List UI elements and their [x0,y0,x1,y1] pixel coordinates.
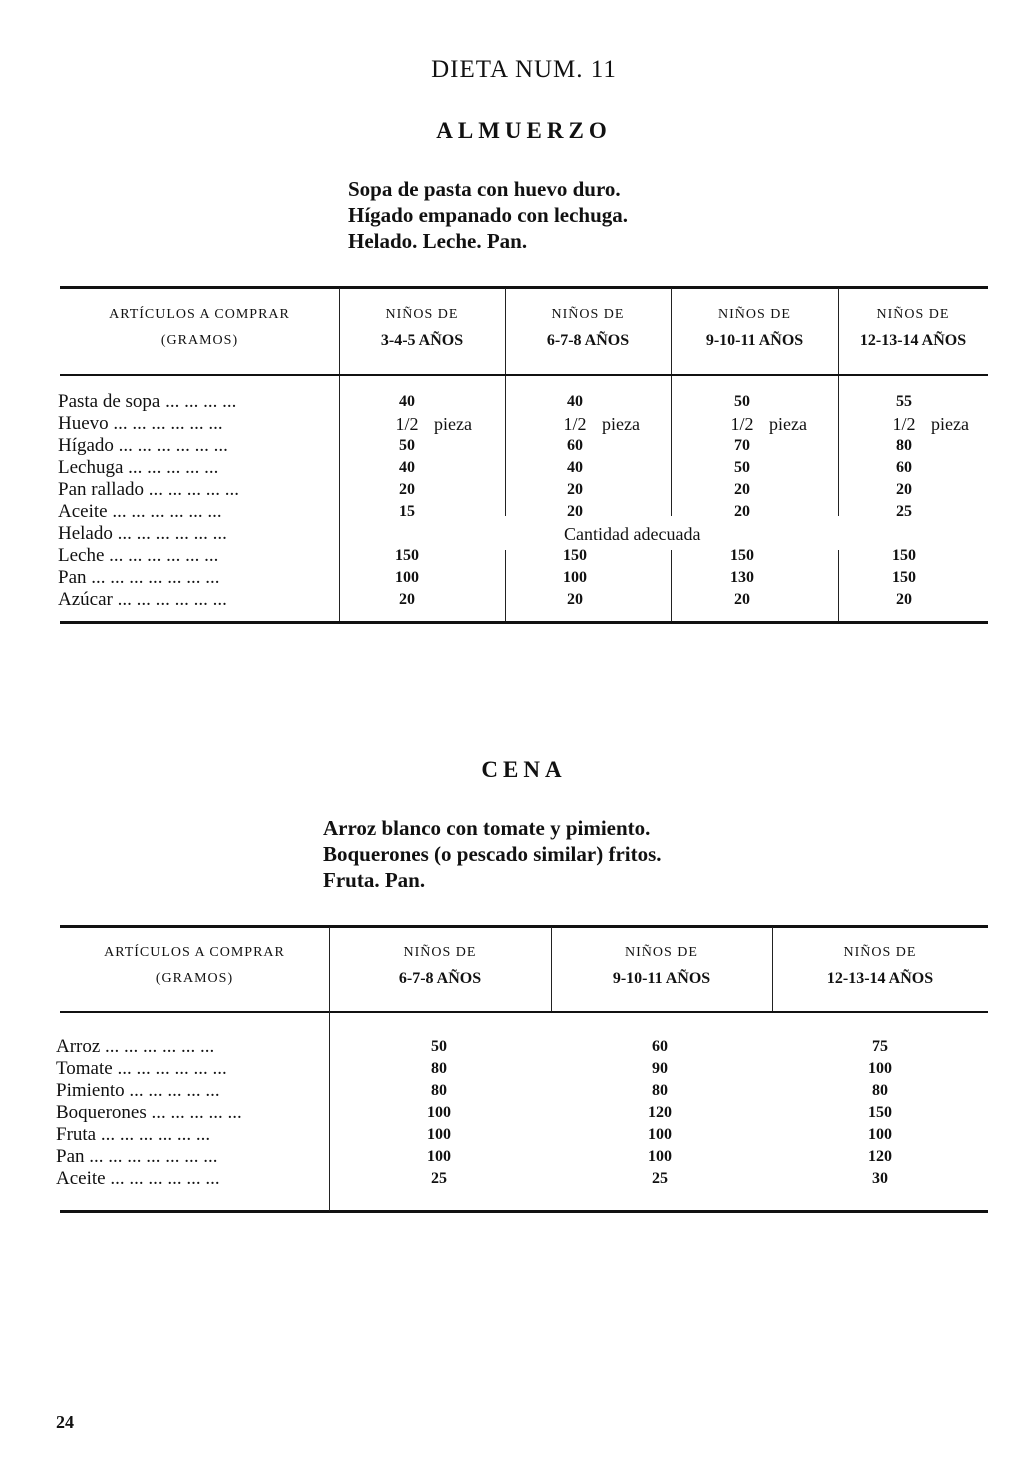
almuerzo-header-rule [60,374,988,376]
almuerzo-header-group [671,302,838,354]
table-cell-value: 40 [399,393,415,410]
header-unit: (GRAMOS) [160,333,239,348]
helado-note: Cantidad adecuada [564,524,701,544]
table-cell-value: 30 [872,1170,888,1187]
almuerzo-header-group [838,302,988,354]
table-cell-unit: pieza [769,414,807,434]
table-row-label: Pan rallado ... ... ... ... ... [58,479,240,500]
table-cell-value: 80 [872,1082,888,1099]
table-cell-value: 120 [868,1148,892,1165]
cena-menu-line: Fruta. Pan. [323,868,426,892]
table-cell-value: 150 [563,547,587,564]
header-label: NIÑOS DE [718,307,791,322]
table-cell-value: 150 [892,569,916,586]
table-row-label: Pasta de sopa ... ... ... ... [58,391,237,412]
almuerzo-menu [348,176,628,254]
table-row-label: Tomate ... ... ... ... ... ... [56,1058,227,1079]
table-cell-value: 20 [734,481,750,498]
header-age: 12-13-14 AÑOS [859,332,967,349]
table-cell-value: 1/2 [395,414,419,434]
table-row-label: Fruta ... ... ... ... ... ... [56,1124,211,1145]
table-row-label: Leche ... ... ... ... ... ... [58,545,219,566]
almuerzo-heading: ALMUERZO [436,118,612,143]
table-row-label: Pan ... ... ... ... ... ... ... [58,567,220,588]
table-cell-unit: pieza [434,414,472,434]
table-cell-value: 80 [431,1060,447,1077]
table-cell-value: 50 [399,437,415,454]
cena-header-rule [60,1011,988,1013]
table-cell-value: 150 [892,547,916,564]
header-age: 6-7-8 AÑOS [546,332,630,349]
table-cell-value: 25 [896,503,912,520]
almuerzo-table-bottom-rule [60,621,988,624]
cena-heading: CENA [481,757,567,782]
almuerzo-col-divider [838,376,839,516]
table-cell-unit: pieza [602,414,640,434]
table-cell-value: 50 [431,1038,447,1055]
table-cell-value: 20 [399,481,415,498]
table-cell-value: 60 [896,459,912,476]
header-age: 3-4-5 AÑOS [380,332,464,349]
table-cell-value: 20 [734,591,750,608]
table-cell-value: 60 [567,437,583,454]
table-cell-value: 100 [427,1148,451,1165]
table-cell-value: 80 [431,1082,447,1099]
table-cell-value: 20 [567,591,583,608]
table-cell-value: 40 [567,393,583,410]
table-row-label: Pimiento ... ... ... ... ... [56,1080,220,1101]
table-cell-value: 20 [896,481,912,498]
table-cell-value: 55 [896,393,912,410]
table-cell-value: 100 [868,1126,892,1143]
table-cell-value: 1/2 [730,414,754,434]
cena-items [56,1036,326,1190]
cena-menu-line: Arroz blanco con tomate y pimiento. [323,816,651,840]
almuerzo-col-divider [505,550,506,621]
table-cell-value: 130 [730,569,754,586]
table-cell-value: 80 [896,437,912,454]
table-cell-value: 100 [427,1104,451,1121]
table-cell-value: 70 [734,437,750,454]
header-age: 6-7-8 AÑOS [398,970,482,987]
almuerzo-col-divider [838,550,839,621]
almuerzo-col-divider [505,376,506,516]
table-row-label: Lechuga ... ... ... ... ... [58,457,219,478]
table-cell-value: 50 [734,393,750,410]
header-age: 12-13-14 AÑOS [826,970,934,987]
table-row-label: Azúcar ... ... ... ... ... ... [58,589,227,610]
table-cell-value: 150 [395,547,419,564]
table-cell-value: 150 [868,1104,892,1121]
cena-table-top-rule [60,925,988,928]
page-title: DIETA NUM. 11 [431,56,617,83]
almuerzo-menu-line: Hígado empanado con lechuga. [348,203,629,227]
cena-header-group [551,940,772,992]
table-cell-value: 20 [567,503,583,520]
table-cell-value: 15 [399,503,415,520]
table-cell-value: 150 [730,547,754,564]
table-cell-value: 120 [648,1104,672,1121]
header-label: NIÑOS DE [385,307,459,322]
almuerzo-menu-line: Helado. Leche. Pan. [348,229,528,253]
almuerzo-items [58,391,336,611]
table-cell-value: 100 [563,569,587,586]
cena-header-group [329,940,551,992]
header-label: NIÑOS DE [843,945,917,960]
table-cell-value: 25 [431,1170,447,1187]
almuerzo-table-top-rule [60,286,988,289]
table-row-label: Aceite ... ... ... ... ... ... [58,501,222,522]
table-cell-value: 40 [567,459,583,476]
header-age: 9-10-11 AÑOS [612,970,711,987]
almuerzo-col-divider [671,376,672,516]
almuerzo-header-articulos [60,302,339,354]
almuerzo-header-group [339,302,505,354]
table-cell-value: 40 [399,459,415,476]
header-label: NIÑOS DE [551,307,625,322]
table-cell-unit: pieza [931,414,969,434]
almuerzo-col-divider [671,550,672,621]
header-label: NIÑOS DE [625,945,698,960]
table-cell-value: 80 [652,1082,668,1099]
almuerzo-col-divider [339,376,340,621]
table-cell-value: 20 [896,591,912,608]
table-row-label: Aceite ... ... ... ... ... ... [56,1168,220,1189]
header-label: ARTÍCULOS A COMPRAR [109,307,290,322]
table-row-label: Helado ... ... ... ... ... ... [58,523,227,544]
table-cell-value: 50 [734,459,750,476]
cena-menu-line: Boquerones (o pescado similar) fritos. [323,842,662,866]
cena-menu [323,815,662,893]
table-row-label: Huevo ... ... ... ... ... ... [58,413,223,434]
header-label: NIÑOS DE [403,945,477,960]
table-cell-value: 100 [648,1148,672,1165]
table-row-label: Pan ... ... ... ... ... ... ... [56,1146,218,1167]
table-cell-value: 20 [399,591,415,608]
table-cell-value: 90 [652,1060,668,1077]
table-cell-value: 25 [652,1170,668,1187]
table-cell-value: 100 [868,1060,892,1077]
cena-table-bottom-rule [60,1210,988,1213]
cena-header-articulos [60,940,329,992]
page-number: 24 [56,1412,74,1432]
table-row-label: Arroz ... ... ... ... ... ... [56,1036,215,1057]
table-row-label: Boquerones ... ... ... ... ... [56,1102,242,1123]
table-cell-value: 75 [872,1038,888,1055]
table-cell-value: 1/2 [892,414,916,434]
table-cell-value: 20 [567,481,583,498]
header-label: NIÑOS DE [876,307,950,322]
table-row-label: Hígado ... ... ... ... ... ... [58,435,228,456]
table-cell-value: 100 [648,1126,672,1143]
table-cell-value: 20 [734,503,750,520]
table-cell-value: 1/2 [563,414,587,434]
almuerzo-menu-line: Sopa de pasta con huevo duro. [348,177,621,201]
table-cell-value: 100 [427,1126,451,1143]
almuerzo-header-group [505,302,671,354]
cena-header-group [772,940,988,992]
header-unit: (GRAMOS) [155,971,234,986]
header-age: 9-10-11 AÑOS [705,332,804,349]
table-cell-value: 100 [395,569,419,586]
header-label: ARTÍCULOS A COMPRAR [104,945,285,960]
table-cell-value: 60 [652,1038,668,1055]
